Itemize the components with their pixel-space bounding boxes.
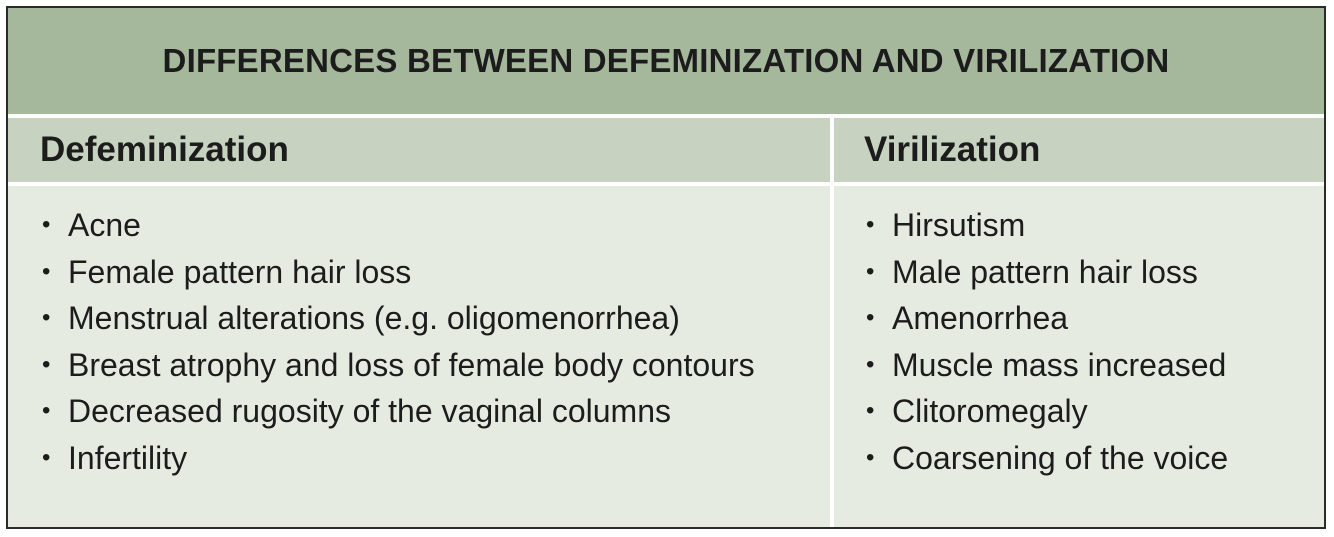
list-item: [864, 435, 1324, 482]
list-item-text: Coarsening of the voice: [892, 439, 1229, 476]
list-item-text: Female pattern hair loss: [68, 253, 412, 290]
list-item: [40, 295, 830, 342]
column-header-label: Virilization: [864, 130, 1041, 169]
comparison-table: [6, 6, 1326, 529]
list-item: [864, 342, 1324, 389]
virilization-list: [864, 202, 1324, 481]
bullet-icon: •: [42, 350, 51, 378]
list-item: [40, 249, 830, 296]
bullet-icon: •: [42, 443, 51, 471]
list-item-text: Acne: [68, 207, 141, 243]
list-item: [864, 388, 1324, 435]
list-item-text: Decreased rugosity of the vaginal columns: [68, 393, 671, 429]
list-item-text: Amenorrhea: [892, 300, 1069, 336]
list-item-text: Infertility: [68, 439, 188, 476]
bullet-icon: •: [866, 443, 875, 471]
list-item: [864, 202, 1324, 249]
bullet-icon: •: [866, 350, 875, 378]
list-item: [40, 435, 830, 482]
bullet-icon: •: [866, 397, 875, 424]
column-body-virilization: [834, 186, 1324, 529]
bullet-icon: •: [42, 397, 51, 424]
column-header-virilization: [834, 118, 1324, 182]
column-header-label: Defeminization: [40, 130, 289, 169]
list-item-text: Menstrual alterations (e.g. oligomenorrhea): [68, 300, 680, 336]
bullet-icon: •: [866, 304, 875, 331]
list-item: [864, 295, 1324, 342]
list-item: [40, 388, 830, 435]
bullet-icon: •: [42, 304, 51, 331]
bullet-icon: •: [42, 257, 51, 285]
table-title-bar: [8, 8, 1324, 114]
column-header-defeminization: [8, 118, 830, 182]
list-item-text: Hirsutism: [892, 207, 1026, 243]
list-item-text: Male pattern hair loss: [892, 253, 1198, 290]
list-item: [864, 249, 1324, 296]
list-item: [40, 342, 830, 389]
list-item-text: Breast atrophy and loss of female body contours: [68, 346, 755, 383]
bullet-icon: •: [42, 211, 51, 238]
bullet-icon: •: [866, 257, 875, 285]
list-item-text: Clitoromegaly: [892, 393, 1088, 429]
column-body-defeminization: [8, 186, 830, 529]
defeminization-list: [40, 202, 830, 481]
list-item-text: Muscle mass increased: [892, 346, 1227, 383]
list-item: [40, 202, 830, 249]
table-title: DIFFERENCES BETWEEN DEFEMINIZATION AND VIRILIZATION: [162, 42, 1170, 79]
bullet-icon: •: [866, 211, 875, 238]
